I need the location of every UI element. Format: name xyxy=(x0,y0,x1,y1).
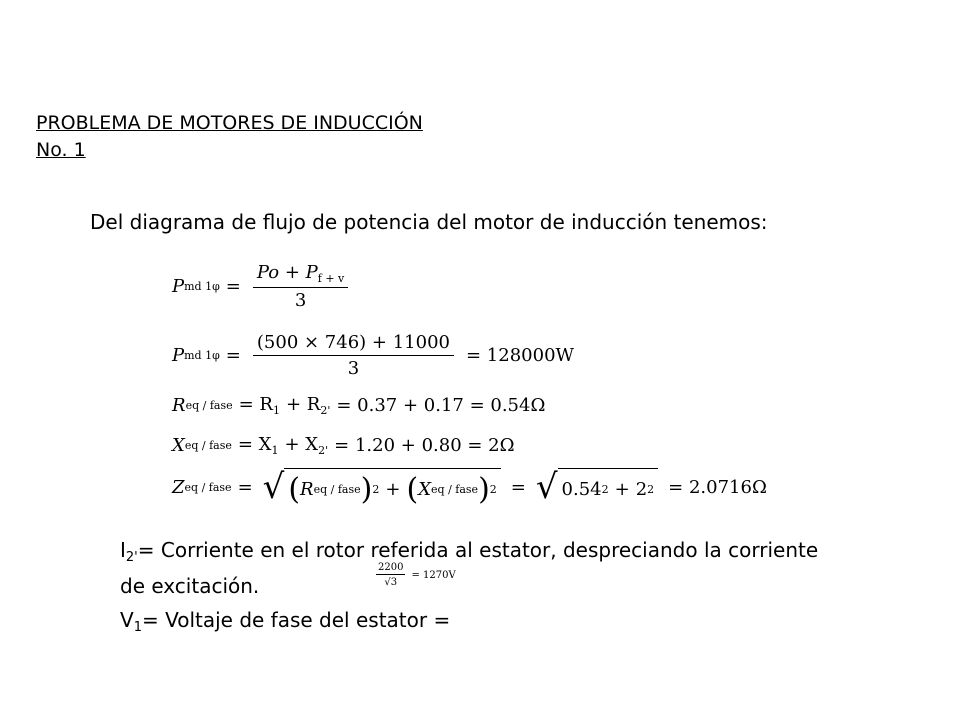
equation-xeq: X eq / fase = $X_1$ + $X_{2'}$ = 1.20 + 0.80 = 2Ω xyxy=(172,434,515,457)
title-line-2: No. 1 xyxy=(36,139,86,161)
stator-voltage-definition: $V_1=$ Voltaje de fase del estator = xyxy=(120,608,451,635)
phase-voltage-equation: $\frac{2200}{√3}$ = 1270V xyxy=(378,562,456,588)
equation-req: R eq / fase = $R_1$ + $R_{2'}$ = 0.37 + 0.17 = 0.54Ω xyxy=(172,394,546,417)
equation-pmd-value: P md 1φ = $\frac{(500 \times 746) + 11000}{3}$ = 128000W xyxy=(172,332,575,379)
intro-text: Del diagrama de flujo de potencia del motor de inducción tenemos: xyxy=(90,210,768,234)
rotor-current-definition: $I_{2'}=$ Corriente en el rotor referida al estator, despreciando la corriente de excitación. xyxy=(120,538,819,598)
problem-title xyxy=(36,110,423,164)
equation-pmd-formula: P md 1φ = $\frac{Po + P_{f + v}}{3}$ xyxy=(172,262,354,311)
equation-zeq: Z eq / fase = √ ( R eq / fase ) 2 + ( X eq / fase ) 2 = √ 0.54 2 + 2 2 = 2.0716Ω xyxy=(172,467,767,507)
title-line-1: PROBLEMA DE MOTORES DE INDUCCIÓN xyxy=(36,112,423,134)
